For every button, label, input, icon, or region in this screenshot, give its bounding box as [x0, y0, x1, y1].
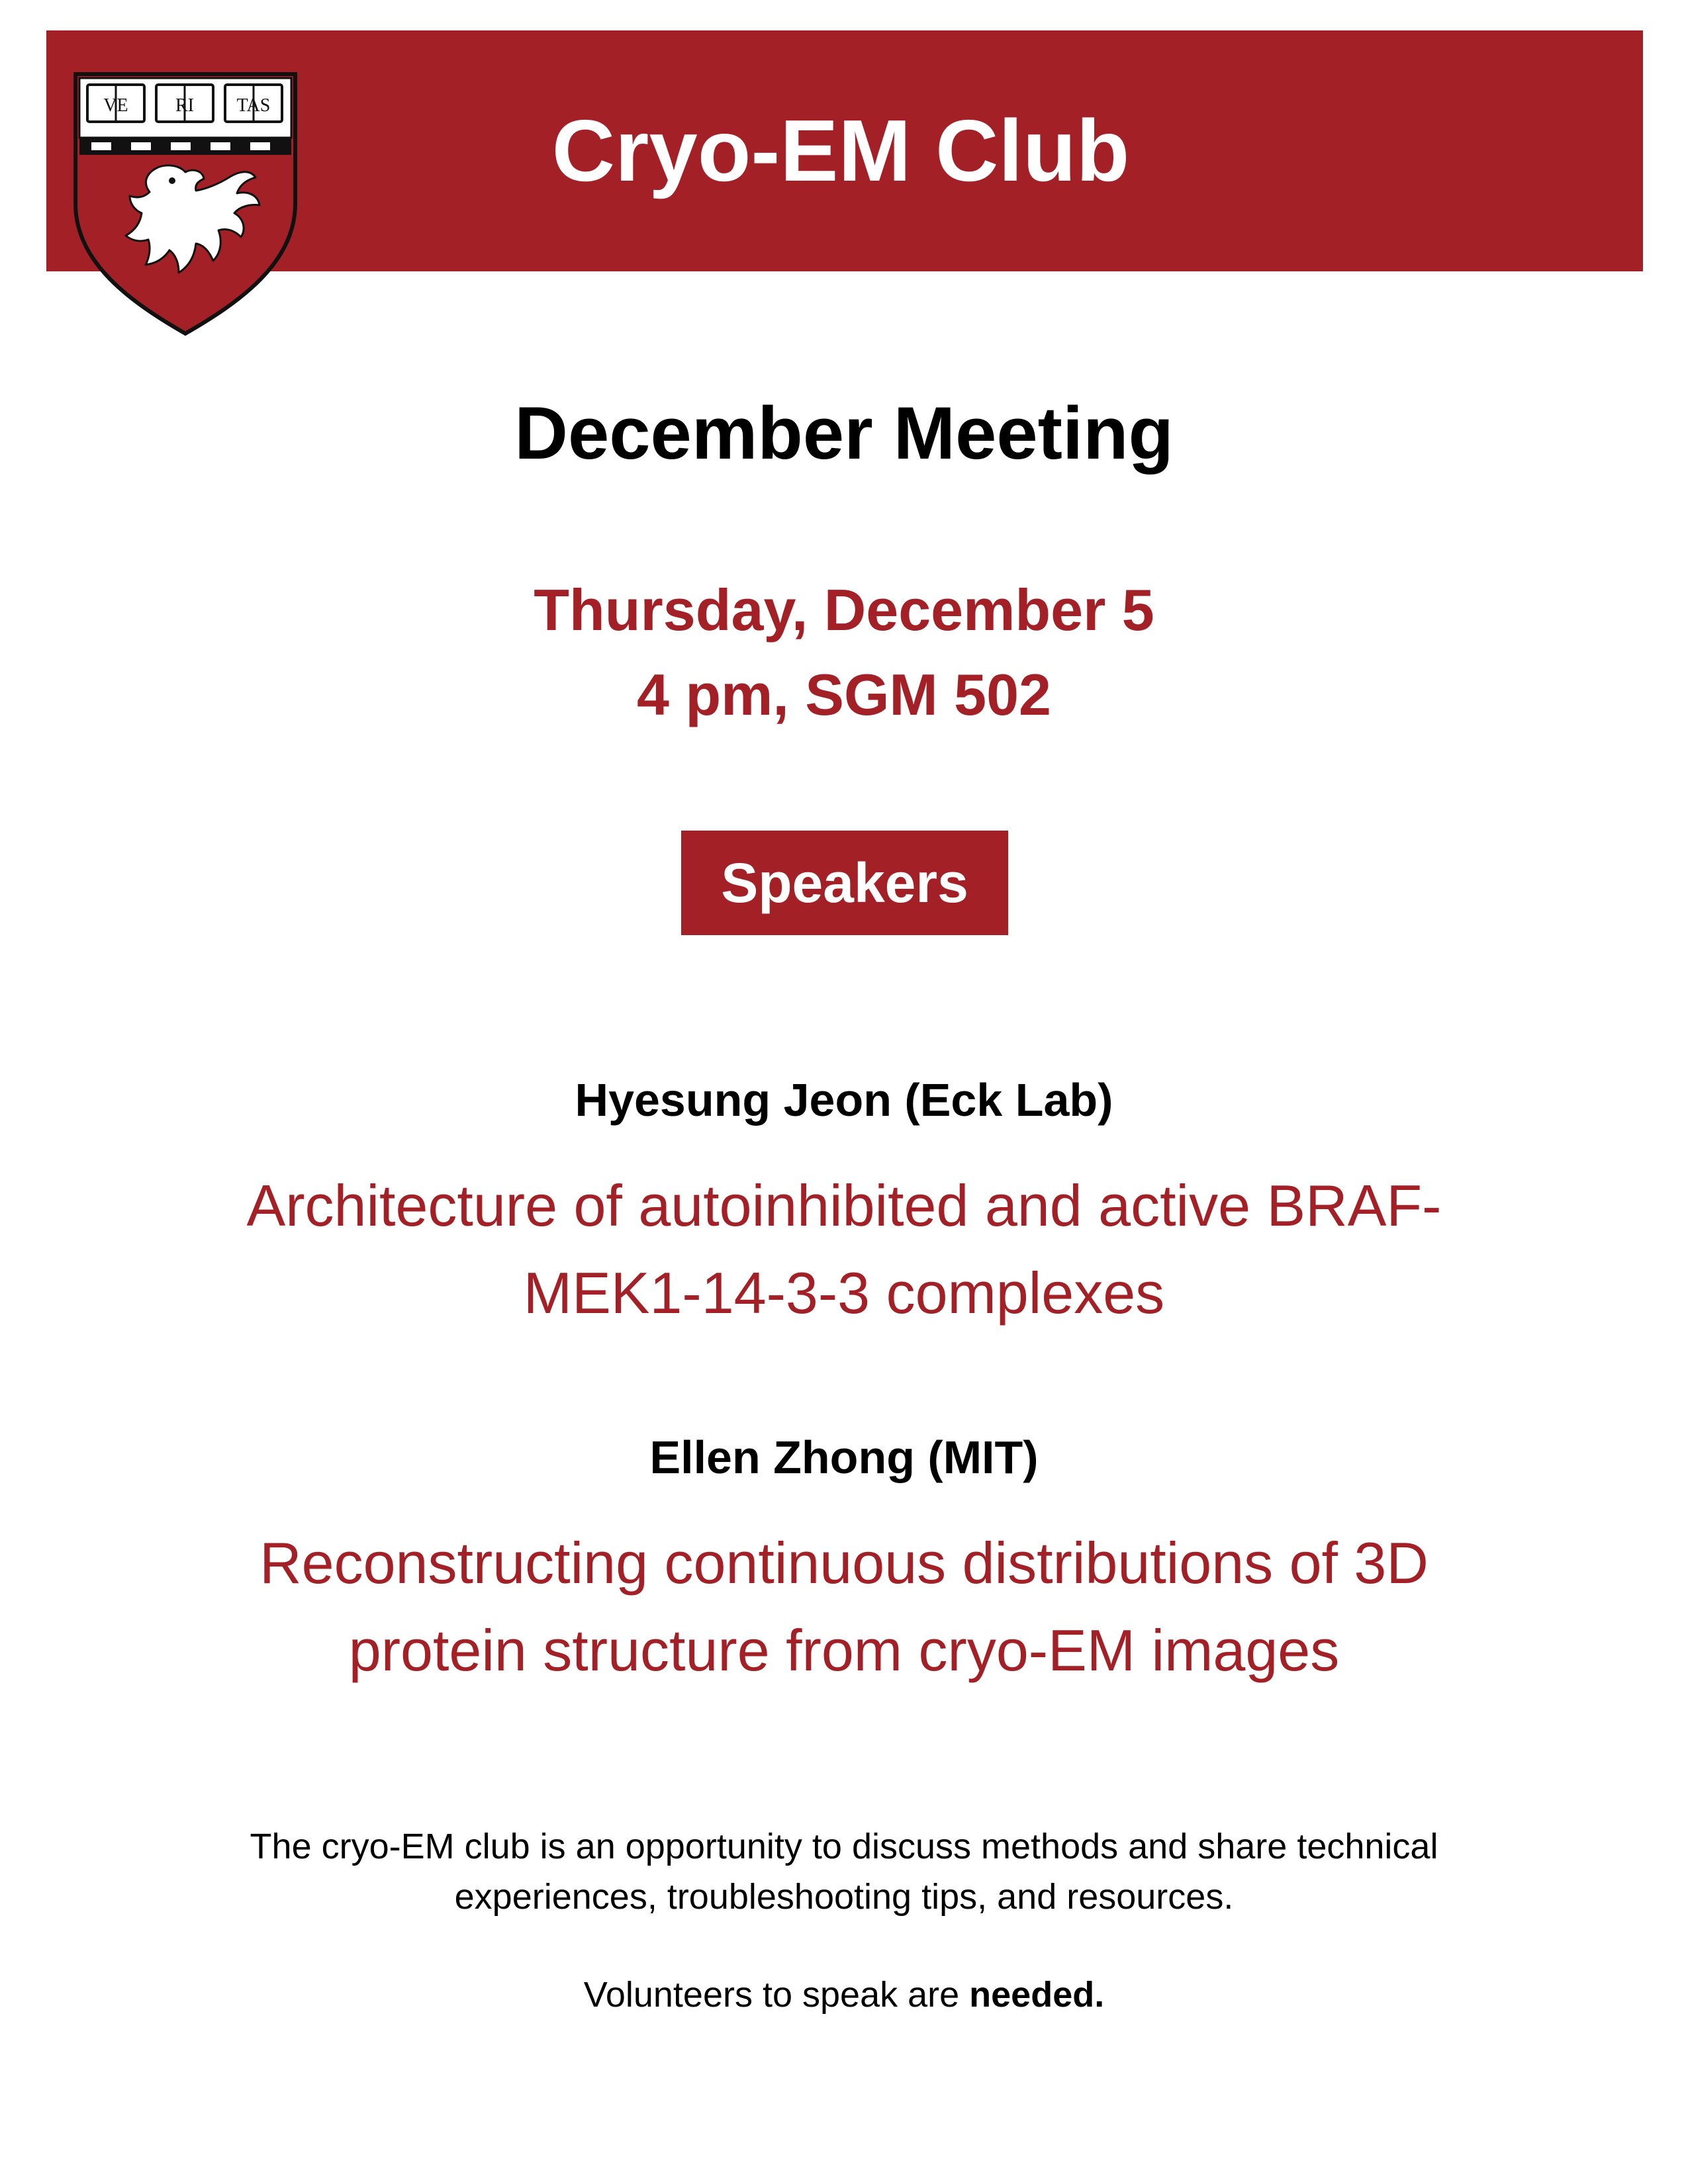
speaker-1-talk-line-2: MEK1-14-3-3 complexes	[523, 1260, 1165, 1326]
volunteer-note	[0, 1970, 1688, 2020]
speakers-label: Speakers	[681, 831, 1008, 935]
shield-book-1-label: VE	[103, 95, 128, 116]
meeting-title: December Meeting	[514, 392, 1174, 475]
club-description-line-1: The cryo-EM club is an opportunity to discuss methods and share technical	[250, 1827, 1438, 1866]
shield-book-3-label: TAS	[236, 95, 271, 116]
club-description	[165, 1821, 1523, 1922]
speaker-2-talk-line-1: Reconstructing continuous distributions of 3D	[259, 1530, 1429, 1596]
meeting-date: Thursday, December 5	[534, 577, 1154, 643]
speaker-2-name: Ellen Zhong (MIT)	[649, 1432, 1039, 1483]
volunteer-note-prefix: Volunteers to speak are	[583, 1975, 970, 2015]
shield-book-2-label: RI	[175, 95, 194, 116]
speaker-2-talk-title	[132, 1520, 1556, 1694]
volunteer-note-emphasis: needed.	[969, 1975, 1105, 2015]
club-description-line-2: experiences, troubleshooting tips, and resources.	[454, 1877, 1234, 1917]
speaker-1-name: Hyesung Jeon (Eck Lab)	[575, 1074, 1113, 1126]
club-title	[0, 30, 1688, 271]
meeting-time-location: 4 pm, SGM 502	[636, 662, 1051, 727]
speaker-1-talk-line-1: Architecture of autoinhibited and active BRAF-	[246, 1173, 1442, 1238]
club-title-text: Cryo-EM Club	[551, 102, 1130, 199]
speaker-2-talk-line-2: protein structure from cryo-EM images	[348, 1617, 1340, 1683]
speaker-1-talk-title	[132, 1162, 1556, 1337]
